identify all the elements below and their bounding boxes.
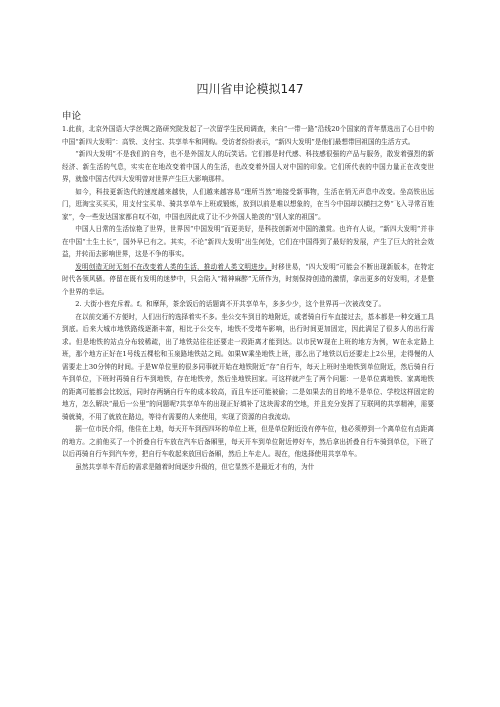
paragraph-2: “新四大发明”不是我们的自夸，也不是外国友人的玩笑话。它们都是时代感、科技感很强的产品与服务，散发着强烈的新经济、新生活的气息，实实在在地改变着中国人的生活，也改变着外国人对中国的印象。它们所代表的中国力量正在改变世界，就像中国古代四大发明曾对世界产生巨大影响那样。 (62, 150, 434, 183)
paragraph-5-rest: 时移世易，“四大发明”可能会不断出现新版本，在特定时代各领风骚。停留在既有发明的迷梦中，只会陷入“精神麻醉”无所作为，时刻保持创造的激情，拿出更多的好发明，才是整个世界的幸运。 (62, 262, 434, 296)
document-body (62, 123, 434, 473)
section-heading: 申论 (62, 111, 82, 122)
underlined-sentence: 发明创造无时无刻不在改变着人类的生活，推动着人类文明进步。 (75, 262, 272, 271)
paragraph-4: 中国人日常的生活惊艳了世界，世界因“中国发明”而更美好，是科技创新对中国的激赏。也许有人说，“新四大发明”并非在中国“土生土长”，国外早已有之。其实，不论“新四大发明”出生何处，它们在中国得到了最好的发展，产生了巨大的社会效益，并转而去影响世界，这是不争的事实。 (62, 225, 434, 258)
paragraph-6: 2. 大街小巷充斥着。f。和摩拜，茶余饭后的话题离不开共享单车，多多少少，这个世界再一次被改变了。 (75, 300, 386, 308)
paragraph-8: 据一位市民介绍，他住在上地，每天开车到西四环的单位上班，但是单位附近没有停车位，他必须停到一个离单位有点距离的地方。之前他买了一个折叠自行车放在汽车后备厢里，每天开车到单位附近停好车，然后拿出折叠自行车骑到单位，下班了以后再骑自行车到汽车旁，把自行车收起来放回后备厢，然后上车走人。现在，他选择使用共享单车。 (62, 425, 434, 458)
paragraph-1: 1.此前，北京外国语大学丝绸之路研究院发起了一次留学生民间调查，来自“一带一路”沿线20个国家的青年票选出了心目中的中国“新四大发明”：高铁、支付宝、共享单车和网购。受访者纷纷表示，“新四大发明”是他们最想带回祖国的生活方式。 (62, 125, 434, 146)
page-title: 四川省申论模拟147 (196, 82, 304, 96)
paragraph-9: 虽然共享单车背后的需求是随着时间逐步升级的，但它显然不是最近才有的，为什 (75, 462, 315, 471)
paragraph-3: 如今，科技更新迭代的速度越来越快，人们越来越容易“理所当然”地接受新事物，生活在悄无声息中改变。坐高铁出远门，逛淘宝买买买，用支付宝买单、骑共享单车上班或锻炼，放到以前是难以想象的，在当今中国却以横扫之势“飞入寻常百姓家”，令一些发达国家都自叹不如，中国也因此成了让不少外国人艳羡的“别人家的祖国”。 (62, 187, 434, 221)
paragraph-7: 在以前交通不方便时，人们出行的选择着实不多。坐公交车到目的地附近，或者骑自行车直接过去，基本都是一种交通工具到底。后来大城市地铁路线逐渐丰富，相比于公交车，地铁不受堵车影响，出行时间更加固定，因此满足了很多人的出行需求。但是地铁的站点分布较稀疏，出了地铁站往往还要走一段距离才能到达。以市民W现在上班的地方为例，W在永定路上班，那个地方正好在1号线五棵松和玉泉路地铁站之间。如果W乘坐地铁上班，那么出了地铁以后还要走上2公里，走得慢的人需要走上30分钟的时间。于是W单位里的很多同事就开始在地铁附近“存”自行车，每天上班时坐地铁到单位附近，然后骑自行车到单位，下班时再骑自行车到地铁，存在地铁旁，然后坐地铁回家。可这样就产生了两个问题：一是单位离地铁、家离地铁的距离可能都会比较远，同时存两辆自行车的成本较高，而且车还可能被偷；二是如果去的目的地不是单位、学校这样固定的地方，怎么解决“最后一公里”的问题呢?共享单车的出现正好填补了这块需求的空地，并且充分发挥了互联网的共享精神，需要骑就骑，不用了就放在路边，等待有需要的人来使用，实现了资源的自我流动。 (62, 312, 434, 421)
paragraph-5 (62, 261, 434, 299)
